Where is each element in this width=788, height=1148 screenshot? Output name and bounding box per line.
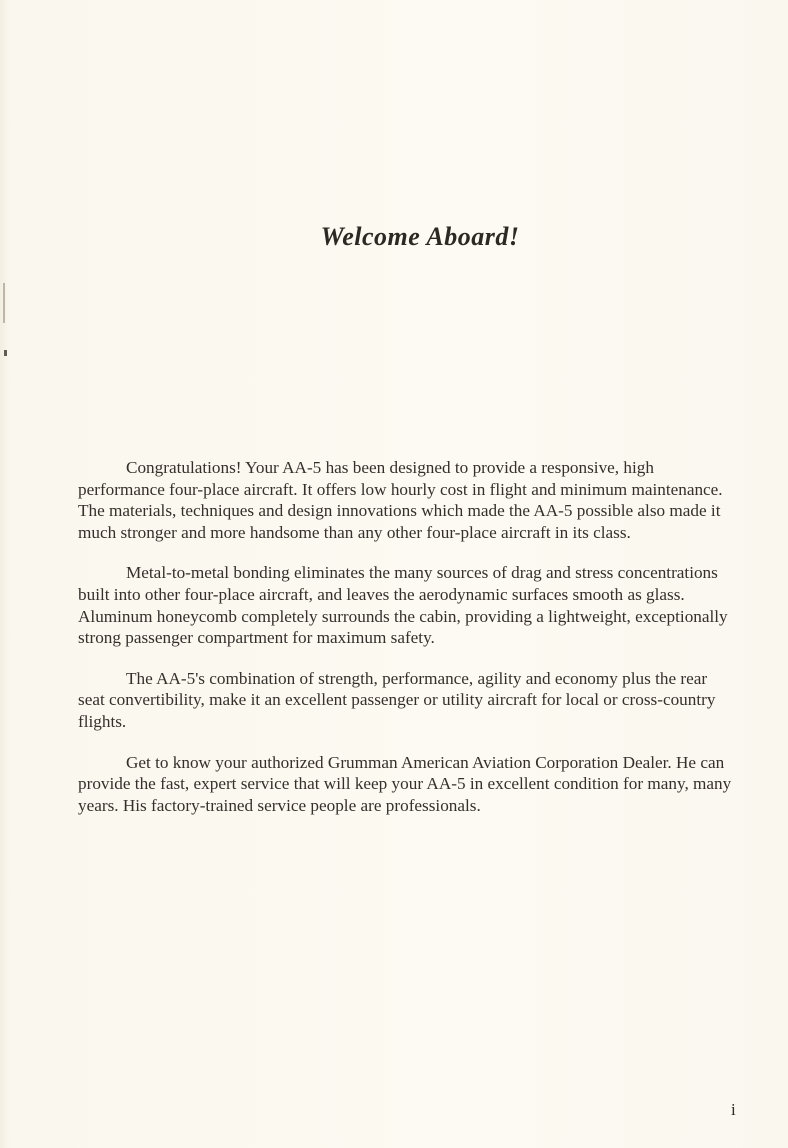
binding-edge-dot	[4, 350, 7, 356]
page-number: i	[731, 1100, 736, 1119]
paragraph-metal-bonding: Metal-to-metal bonding eliminates the many sources of drag and stress concentrations built into other four-place aircraft, and leaves the aerodynamic surfaces smooth as glass. Aluminum honeycomb completely surrounds the cabin, providing a lightweight, exceptionally strong passenger compartment for maximum safety.	[78, 563, 728, 648]
paragraph-dealer: Get to know your authorized Grumman American Aviation Corporation Dealer. He can provide the fast, expert service that will keep your AA-5 in excellent condition for many, many years. His factory-trained service people are professionals.	[78, 752, 732, 815]
paragraph-congratulations: Congratulations! Your AA-5 has been designed to provide a responsive, high performance four-place aircraft. It offers low hourly cost in flight and minimum maintenance. The materials, techniques and design innovations which made the AA-5 possible also made it much stronger and more handsome than any other four-place aircraft in its class.	[78, 458, 723, 542]
body-text	[78, 457, 738, 835]
page-title: Welcome Aboard!	[320, 222, 520, 251]
binding-edge-mark	[3, 283, 5, 323]
paragraph-combination: The AA-5's combination of strength, performance, agility and economy plus the rear seat convertibility, make it an excellent passenger or utility aircraft for local or cross-country flights.	[78, 668, 716, 731]
